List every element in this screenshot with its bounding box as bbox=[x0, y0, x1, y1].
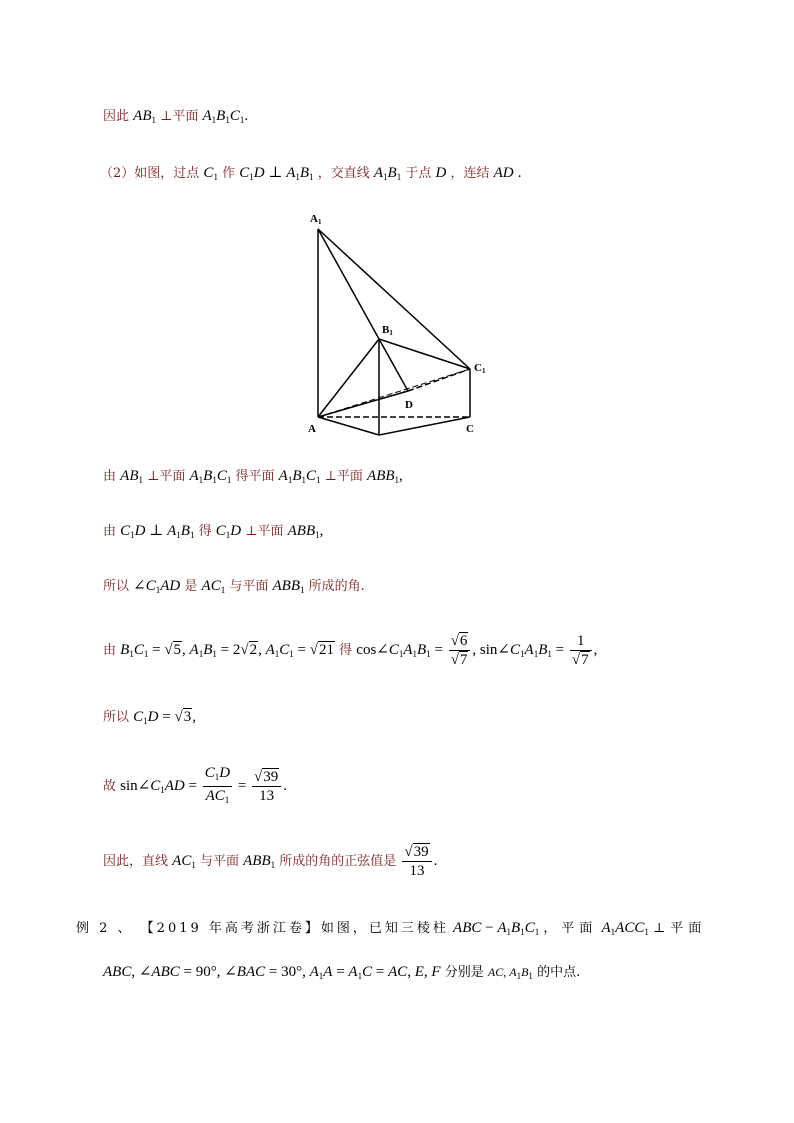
text-line-9: 因此，直线 $AC_1$ 与平面 $ABB_1$ 所成的角的正弦值是 $\frac{√39}{13}$ . bbox=[103, 844, 438, 879]
edge-a1-b1 bbox=[318, 229, 379, 339]
label-b1: B1 bbox=[382, 324, 393, 337]
edge-a-c1-dashed bbox=[318, 369, 470, 417]
text-line-10: 例 2 、 【2019 年高考浙江卷】如图，已知三棱柱 ABC − $A_1B_1C_1$ ，平面 $A_1ACC_1$ ⊥平面 bbox=[76, 920, 707, 937]
text-line-2: （2）如图，过点 $C_1$ 作 $C_1D$ ⊥ $A_1B_1$ ，交直线 $A_1B_1$ 于点 D ，连结 AD . bbox=[100, 165, 522, 182]
label-a1: A1 bbox=[310, 213, 322, 226]
geometry-figure bbox=[300, 205, 500, 445]
edge-a-b bbox=[318, 417, 379, 435]
label-c1: C1 bbox=[474, 362, 486, 375]
label-c: C bbox=[466, 423, 474, 435]
label-a: A bbox=[308, 423, 316, 435]
text-line-3: 由 $AB_1$ ⊥平面 $A_1B_1C_1$ 得平面 $A_1B_1C_1$ ⊥平面 $ABB_1$, bbox=[103, 468, 403, 485]
text-line-4: 由 $C_1D$ ⊥ $A_1B_1$ 得 $C_1D$ ⊥平面 $ABB_1$, bbox=[103, 523, 324, 540]
text: 因此 bbox=[103, 109, 130, 124]
edge-a1-c1 bbox=[318, 229, 470, 369]
text-line-1: 因此 $AB_1$ ⊥平面 $A_1B_1C_1$. bbox=[103, 108, 249, 125]
text-line-8: 故 $\sin\angle C_1AD$ = $\frac{C_1D}{AC_1}$ = $\frac{√39}{13}$ . bbox=[103, 765, 288, 805]
edge-b-c bbox=[379, 417, 470, 435]
text-line-5: 所以 $\angle C_1AD$ 是 $AC_1$ 与平面 $ABB_1$ 所成的角. bbox=[103, 578, 365, 595]
text-line-7: 所以 $C_1D = √3$, bbox=[103, 709, 196, 726]
text-line-6: 由 $B_1C_1 = √5$, $A_1B_1 = 2√2$, $A_1C_1 = √21$ 得 $\cos\angle C_1A_1B_1$ = $\frac{√6}{√7}$ , $\sin\angle C_1A_1B_1$ = $\frac{1}{√7}$ , bbox=[103, 633, 598, 668]
label-d: D bbox=[405, 399, 413, 411]
text-line-11: ABC, ∠ABC = 90°, ∠BAC = 30°, $A_1A = A_1C$ = AC, E, F 分别是 AC, $A_1B_1$ 的中点. bbox=[103, 964, 581, 981]
edge-a-b1 bbox=[318, 339, 379, 417]
